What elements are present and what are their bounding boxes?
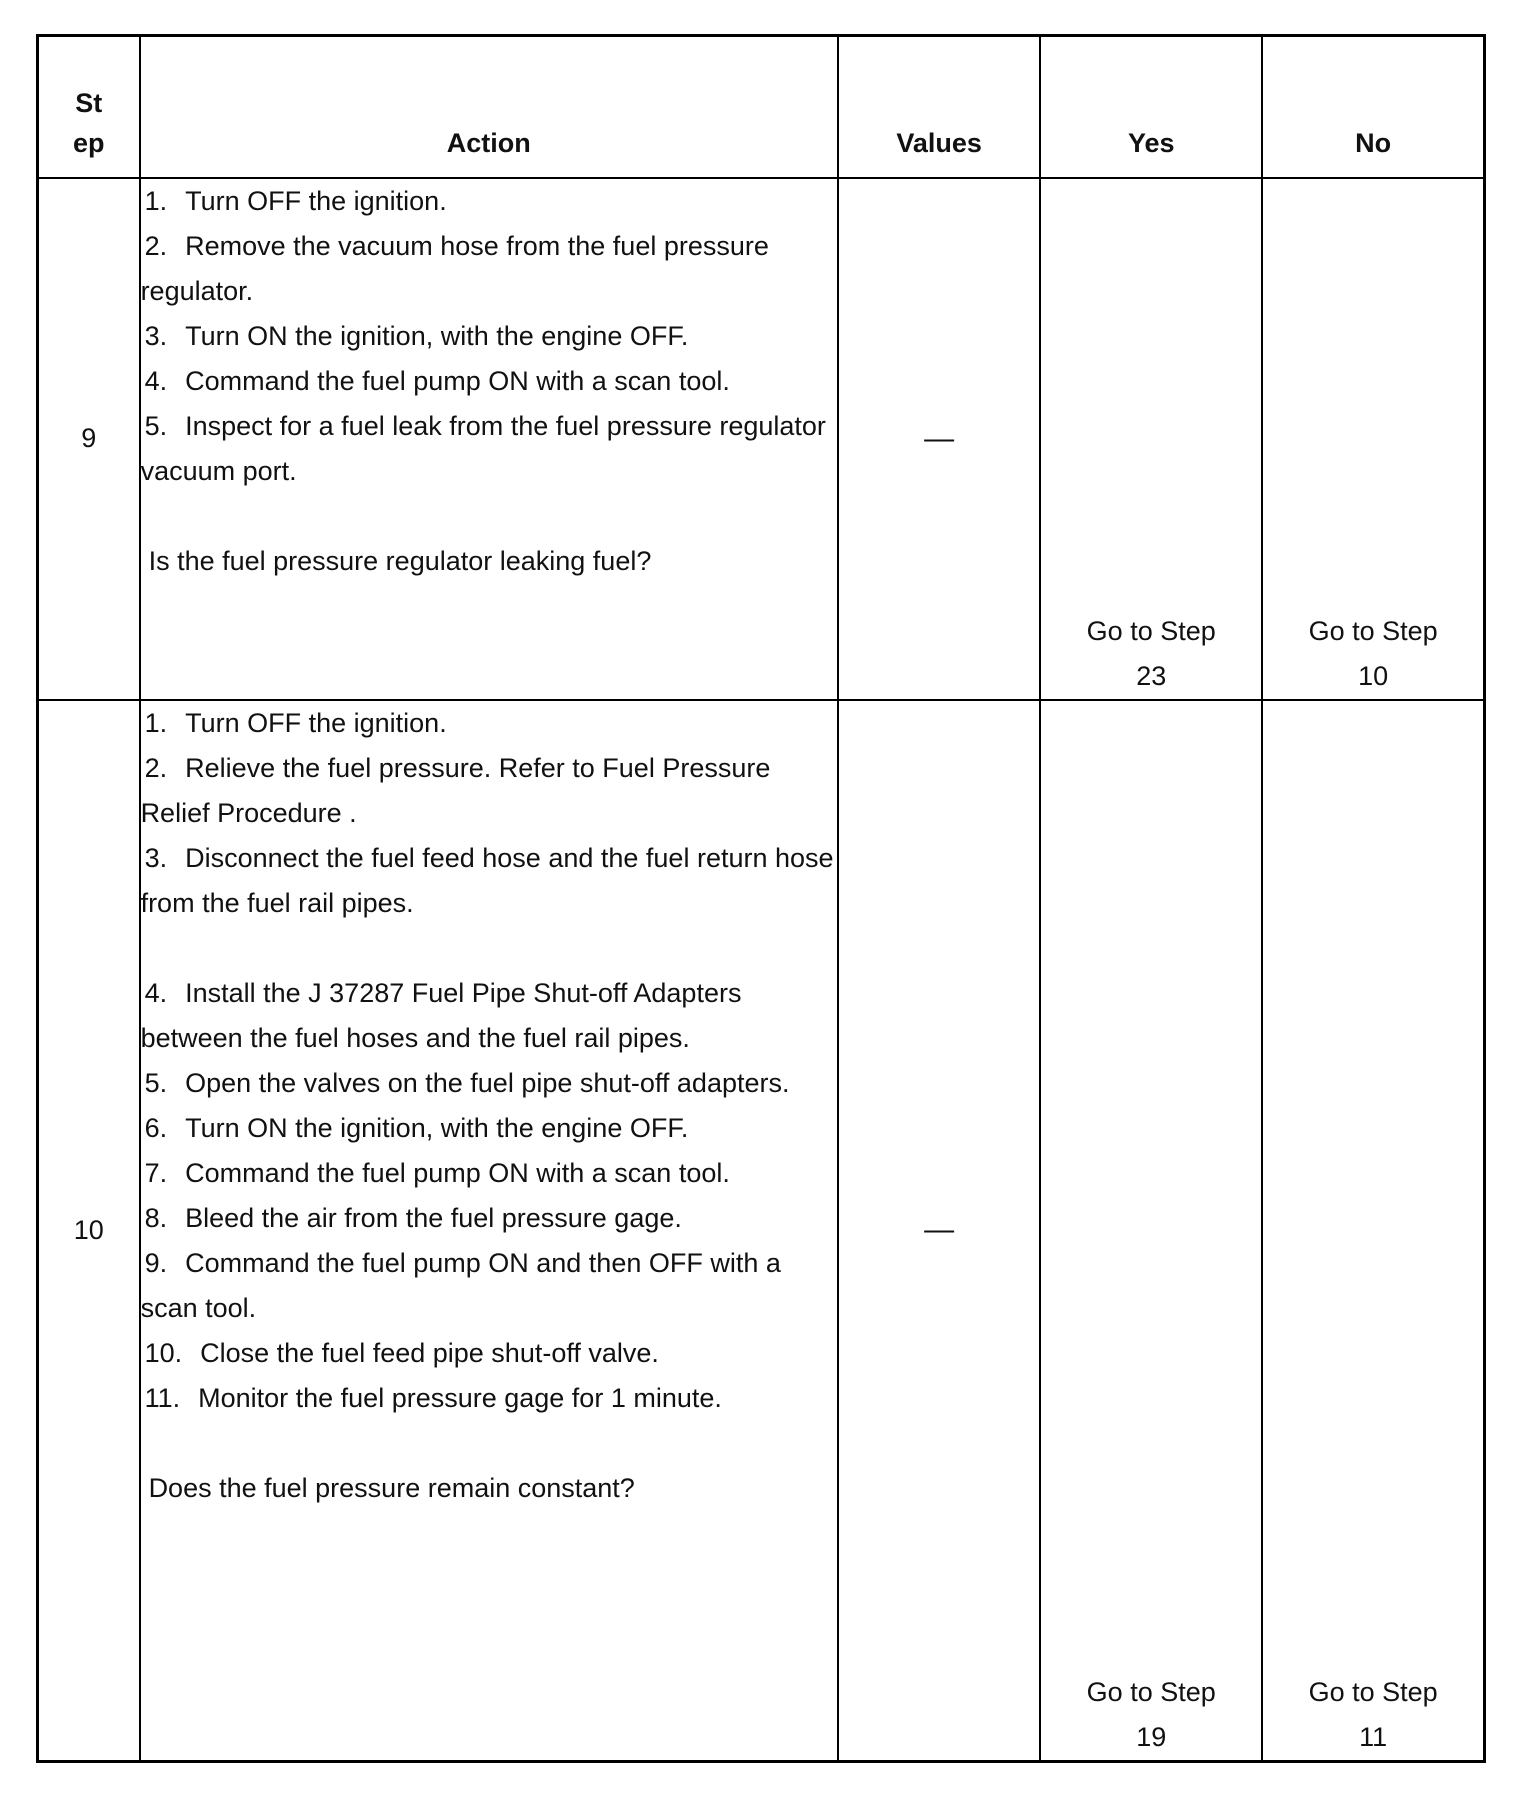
action-text: Inspect for a fuel leak from the fuel pressure regulator vacuum port.: [140, 410, 826, 486]
header-no: No: [1262, 36, 1484, 178]
action-item: [141, 701, 837, 746]
header-action: Action: [140, 36, 838, 178]
action-text: Remove the vacuum hose from the fuel pressure regulator.: [140, 230, 769, 306]
action-text: Install the J 37287 Fuel Pipe Shut-off Adapters between the fuel hoses and the fuel rail pipes.: [140, 977, 742, 1053]
action-number: 4.: [144, 365, 168, 396]
values-cell: —: [838, 178, 1040, 700]
no-goto-step: 10: [1358, 660, 1389, 691]
action-cell: [140, 700, 838, 1762]
action-item: [141, 224, 837, 314]
header-row: [38, 36, 1485, 178]
header-step: [38, 36, 140, 178]
action-text: Monitor the fuel pressure gage for 1 minute.: [198, 1382, 722, 1413]
action-text: Disconnect the fuel feed hose and the fuel return hose from the fuel rail pipes.: [140, 842, 834, 918]
action-item: [141, 1106, 837, 1151]
action-item: [141, 404, 837, 494]
action-text: Command the fuel pump ON with a scan tool.: [185, 1157, 730, 1188]
action-number: 3.: [144, 320, 168, 351]
action-item: [141, 1151, 837, 1196]
action-text: Turn OFF the ignition.: [185, 707, 447, 738]
action-text: Command the fuel pump ON and then OFF with a scan tool.: [140, 1247, 781, 1323]
action-question: Does the fuel pressure remain constant?: [148, 1472, 635, 1503]
action-number: 5.: [144, 410, 168, 441]
header-step-line1: St: [75, 87, 103, 118]
action-number: 11.: [144, 1382, 181, 1413]
yes-goto-step: 19: [1136, 1722, 1167, 1752]
action-number: 5.: [144, 1067, 168, 1098]
yes-goto-step: 23: [1136, 660, 1167, 691]
action-number: 7.: [144, 1157, 168, 1188]
action-number: 1.: [144, 185, 168, 216]
no-goto-step: 11: [1359, 1722, 1388, 1752]
action-text: Close the fuel feed pipe shut-off valve.: [200, 1337, 659, 1368]
action-list: [141, 701, 837, 1421]
action-number: 8.: [144, 1202, 168, 1233]
yes-cell: [1040, 700, 1262, 1762]
action-text: Command the fuel pump ON with a scan tool.: [185, 365, 730, 396]
action-list: [141, 179, 837, 494]
action-item: [141, 359, 837, 404]
no-cell: [1262, 178, 1484, 700]
action-number: 4.: [144, 977, 168, 1008]
step-number: 9: [38, 178, 140, 700]
action-item: [141, 746, 837, 836]
action-text: Turn ON the ignition, with the engine OFF.: [185, 320, 689, 351]
yes-goto-label: Go to Step: [1086, 615, 1216, 646]
no-goto-label: Go to Step: [1308, 615, 1438, 646]
table-row: [38, 178, 1485, 700]
header-step-line2: ep: [73, 127, 105, 158]
action-text: Turn ON the ignition, with the engine OFF.: [185, 1112, 689, 1143]
action-number: 10.: [144, 1337, 183, 1368]
action-item: [141, 971, 837, 1061]
header-yes: Yes: [1040, 36, 1262, 178]
action-item: [141, 836, 837, 926]
action-item: [141, 1061, 837, 1106]
action-item: [141, 1376, 837, 1421]
yes-cell: [1040, 178, 1262, 700]
action-item: [141, 1241, 837, 1331]
table-row: [38, 700, 1485, 1762]
yes-goto-label: Go to Step: [1086, 1677, 1216, 1707]
action-number: 1.: [144, 707, 168, 738]
action-item: [141, 179, 837, 224]
action-question: Is the fuel pressure regulator leaking fuel?: [148, 545, 652, 576]
action-item: [141, 314, 837, 359]
action-text: Open the valves on the fuel pipe shut-off adapters.: [185, 1067, 790, 1098]
action-item: [141, 1196, 837, 1241]
action-text: Bleed the air from the fuel pressure gage.: [185, 1202, 682, 1233]
header-values: Values: [838, 36, 1040, 178]
action-number: 3.: [144, 842, 168, 873]
step-number: 10: [38, 700, 140, 1762]
diagnostic-table: [36, 34, 1486, 1763]
no-cell: [1262, 700, 1484, 1762]
action-text: Turn OFF the ignition.: [185, 185, 447, 216]
action-number: 6.: [144, 1112, 168, 1143]
values-cell: —: [838, 700, 1040, 1762]
action-number: 9.: [144, 1247, 168, 1278]
action-number: 2.: [144, 752, 168, 783]
action-text: Relieve the fuel pressure. Refer to Fuel Pressure Relief Procedure .: [140, 752, 771, 828]
action-cell: [140, 178, 838, 700]
no-goto-label: Go to Step: [1308, 1677, 1438, 1707]
action-item: [141, 1331, 837, 1376]
action-number: 2.: [144, 230, 168, 261]
